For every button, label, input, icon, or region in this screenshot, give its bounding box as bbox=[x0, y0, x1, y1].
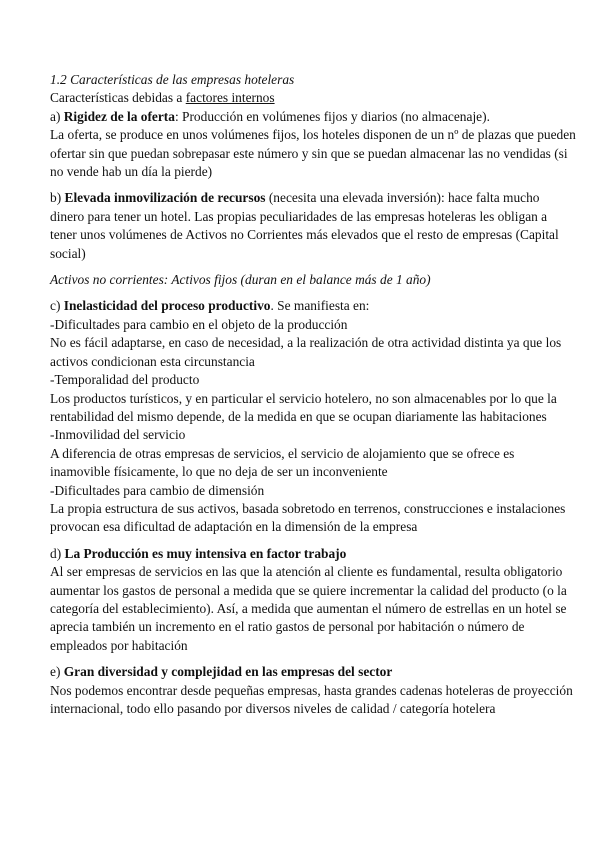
item-b-heading bbox=[50, 189, 576, 263]
item-c bbox=[50, 297, 576, 536]
item-c-sub4-title: -Dificultades para cambio de dimensión bbox=[50, 482, 265, 498]
section-title: 1.2 Características de las empresas hoteleras bbox=[50, 72, 295, 87]
item-e-body: Nos podemos encontrar desde pequeñas empresas, hasta grandes cadenas hoteleras de proyección internacional, todo ello pasando por diversos niveles de calidad / categoría hotelera bbox=[50, 682, 573, 716]
item-c-title: Inelasticidad del proceso productivo bbox=[63, 298, 271, 314]
item-a-body: La oferta, se produce en unos volúmenes fijos, los hoteles disponen de un nº de plazas que pueden ofertar sin que puedan sobrepasar este número y sin que se puedan almacenar las no vendidas (si no vende hab un día la pierde) bbox=[50, 127, 576, 180]
intro-underlined-term: factores internos bbox=[185, 90, 275, 106]
item-b-letter: b) bbox=[50, 190, 65, 206]
item-c-sub1-title: -Dificultades para cambio en el objeto de la producción bbox=[50, 316, 348, 332]
item-c-rest: . Se manifiesta en: bbox=[270, 298, 370, 314]
item-e bbox=[50, 663, 576, 718]
item-e-title: Gran diversidad y complejidad en las empresas del sector bbox=[63, 664, 393, 680]
item-d-letter: d) bbox=[50, 545, 65, 561]
item-c-sub1-body: No es fácil adaptarse, en caso de necesidad, a la realización de otra actividad distinta ya que los activos condicionan esta circunstancia bbox=[50, 335, 562, 369]
item-c-letter: c) bbox=[50, 298, 64, 314]
item-a-letter: a) bbox=[50, 108, 64, 124]
intro-line bbox=[50, 89, 576, 107]
item-d-title: La Producción es muy intensiva en factor trabajo bbox=[64, 545, 347, 561]
item-a bbox=[50, 108, 576, 182]
item-e-heading bbox=[50, 663, 576, 681]
item-b bbox=[50, 189, 576, 289]
item-d-heading bbox=[50, 545, 576, 563]
item-c-sub4-body: La propia estructura de sus activos, basada sobretodo en terrenos, construcciones e instalaciones provocan esa dificultad de adaptación en la dimensión de la empresa bbox=[50, 500, 566, 535]
item-a-heading bbox=[50, 108, 576, 126]
item-b-note: Activos no corrientes: Activos fijos (duran en el balance más de 1 año) bbox=[50, 272, 431, 288]
item-c-sub2-body: Los productos turísticos, y en particular el servicio hotelero, no son almacenables por lo que la rentabilidad del mismo depende, de la medida en que se ocupan diariamente las habitaciones bbox=[50, 390, 557, 424]
item-c-sub3-title: -Inmovilidad del servicio bbox=[50, 427, 186, 443]
intro-prefix: Características debidas a bbox=[50, 90, 186, 106]
item-c-heading bbox=[50, 297, 576, 315]
item-c-sub3-body: A diferencia de otras empresas de servicios, el servicio de alojamiento que se ofrece es inamovible físicamente, lo que no deja de ser un inconveniente bbox=[50, 445, 515, 480]
document-body bbox=[50, 71, 576, 718]
item-d bbox=[50, 545, 576, 655]
item-b-rest: (necesita una elevada inversión): hace falta mucho dinero para tener un hotel. Las propias peculiaridades de las empresas hoteleras les obligan a tener unos volúmenes de Activos no Corrientes más elevados que el resto de empresas (Capital social) bbox=[50, 190, 559, 261]
item-b-title: Elevada inmovilización de recursos bbox=[64, 190, 266, 206]
item-a-title: Rigidez de la oferta bbox=[63, 108, 175, 124]
item-d-body: Al ser empresas de servicios en las que la atención al cliente es fundamental, resulta obligatorio aumentar los gastos de personal a medida que se quiere incrementar la calidad del producto (o la categoría del establecimiento). Así, a medida que aumentan el número de estrellas en un hotel se aprecia también un incremento en el ratio gastos de personal por habitación o número de empleados por habitación bbox=[50, 564, 567, 653]
item-c-sub2-title: -Temporalidad del producto bbox=[50, 372, 200, 388]
item-a-rest: : Producción en volúmenes fijos y diarios (no almacenaje). bbox=[174, 108, 490, 124]
item-e-letter: e) bbox=[50, 664, 64, 680]
